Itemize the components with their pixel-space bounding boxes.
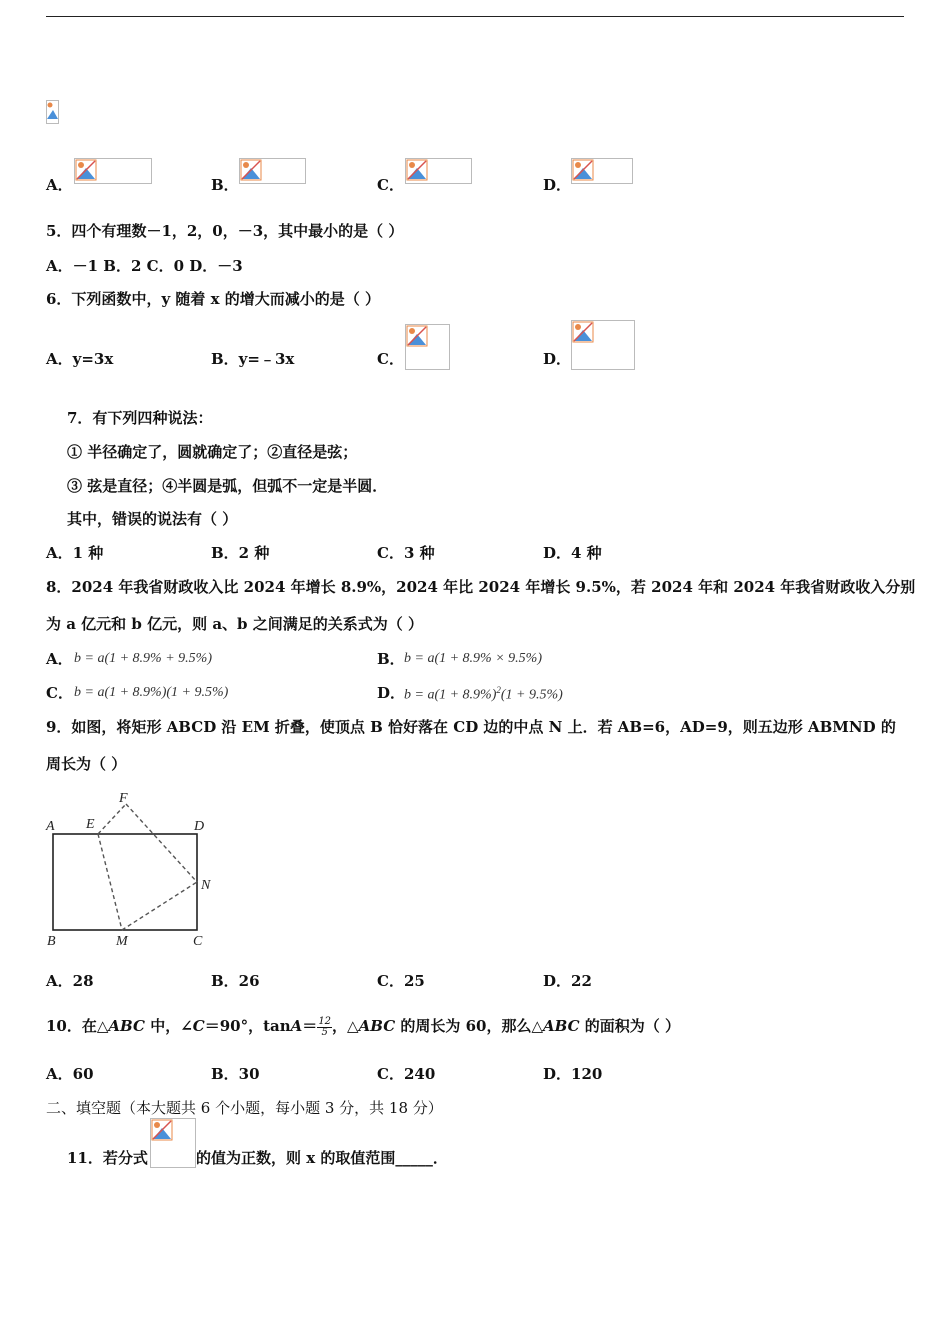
q8-option-d-rest: (1 + 9.5%) (500, 687, 563, 703)
q8-option-c-label: C． (46, 684, 73, 702)
q9-option-c: C．25 (377, 972, 425, 990)
q10-angle-a: A (290, 1017, 303, 1035)
q10-triangle-abc: ABC (108, 1017, 145, 1035)
q8-option-d-base: b = a(1 + 8.9%) (404, 687, 497, 703)
q6-option-d-label: D． (543, 350, 572, 368)
label-b: B (47, 934, 56, 949)
label-a: A (46, 819, 55, 834)
q10-text-2: 中，∠ (144, 1017, 193, 1035)
q4-option-b-label: B． (211, 176, 239, 194)
q6-option-c-label: C． (377, 350, 404, 368)
q7-option-b: B．2 种 (211, 544, 270, 562)
q10-text-5: ，△ (332, 1017, 359, 1035)
q11-fraction-image (150, 1118, 196, 1168)
header-rule (46, 16, 904, 17)
label-c: C (193, 934, 203, 949)
q4-option-c-label: C． (377, 176, 404, 194)
fold-line-ef (98, 804, 126, 834)
q10-text-6: 的周长为 60，那么△ (395, 1017, 543, 1035)
q11-stem-pre: 11．若分式 (67, 1149, 148, 1167)
q8-option-c-formula: b = a(1 + 8.9%)(1 + 9.5%) (74, 685, 229, 700)
q8-stem-line-1: 8．2024 年我省财政收入比 2024 年增长 8.9%，2024 年比 2024 年增长 9.5%，若 2024 年和 2024 年我省财政收入分别 (46, 578, 916, 596)
q8-stem-line-2: 为 a 亿元和 b 亿元，则 a、b 之间满足的关系式为（ ） (46, 615, 423, 633)
q6-option-c-image (405, 324, 450, 370)
q8-option-b-label: B． (377, 650, 405, 668)
q4-option-b-image (239, 158, 306, 184)
q10-fraction (317, 1017, 332, 1038)
q9-rectangle-figure (44, 790, 216, 950)
q9-option-d: D．22 (543, 972, 592, 990)
q10-option-a: A．60 (46, 1065, 94, 1083)
q10-option-b: B．30 (211, 1065, 260, 1083)
q10-triangle-abc-2: ABC (358, 1017, 396, 1035)
q4-option-a-image (74, 158, 152, 184)
q8-option-a-label: A． (46, 650, 73, 668)
rectangle-abcd (53, 834, 197, 930)
fold-line-em (98, 834, 122, 930)
section-heading-fill-in: 二、填空题（本大题共 6 个小题，每小题 3 分，共 18 分） (46, 1099, 443, 1117)
broken-image-icon (46, 100, 58, 122)
q10-text-4: ＝ (302, 1017, 318, 1035)
q7-option-c: C．3 种 (377, 544, 435, 562)
q10-fraction-denominator: 5 (321, 1026, 328, 1038)
q10-triangle-abc-3: ABC (543, 1017, 580, 1035)
q9-option-b: B．26 (211, 972, 260, 990)
q7-question: 其中，错误的说法有（ ） (67, 510, 238, 528)
q4-option-c-image (405, 158, 472, 184)
label-e: E (86, 817, 95, 832)
q10-text-1: 10．在△ (46, 1017, 109, 1035)
q10-option-c: C．240 (377, 1065, 436, 1083)
q10-stem (46, 1014, 680, 1038)
label-f: F (119, 791, 128, 806)
q8-option-a-formula: b = a(1 + 8.9% + 9.5%) (74, 651, 212, 666)
q8-option-d-exponent: 2 (496, 685, 501, 695)
q9-stem-line-1: 9．如图，将矩形 ABCD 沿 EM 折叠，使顶点 B 恰好落在 CD 边的中点 N 上．若 AB=6，AD=9，则五边形 ABMND 的 (46, 718, 896, 736)
q9-option-a: A．28 (46, 972, 94, 990)
q10-angle-c: C (192, 1017, 205, 1035)
q4-option-d-image (571, 158, 633, 184)
q5-stem: 5．四个有理数－1，2，0，－3，其中最小的是（ ） (46, 222, 404, 240)
label-m: M (116, 934, 128, 949)
q7-option-a: A．1 种 (46, 544, 104, 562)
q5-options: A．－1 B．2 C．0 D．－3 (46, 257, 243, 275)
q7-stem: 7．有下列四种说法： (67, 409, 213, 427)
q10-text-7: 的面积为（ ） (579, 1017, 680, 1035)
label-n: N (201, 878, 211, 893)
q8-option-d-label: D． (377, 684, 406, 702)
fold-line-mn (122, 882, 197, 930)
q10-fraction-numerator: 12 (318, 1015, 332, 1027)
q9-stem-line-2: 周长为（ ） (46, 755, 127, 773)
q6-option-d-image (571, 320, 635, 370)
q4-option-a-label: A． (46, 176, 73, 194)
q4-option-d-label: D． (543, 176, 572, 194)
q8-option-d-formula (404, 685, 563, 704)
q11-stem-post: 的值为正数，则 x 的取值范围_____． (196, 1149, 448, 1167)
q6-stem: 6．下列函数中，y 随着 x 的增大而减小的是（ ） (46, 290, 380, 308)
q6-option-b: B．y=﹣3x (211, 350, 295, 368)
q6-option-a: A．y=3x (46, 350, 114, 368)
q7-statement-1: ① 半径确定了，圆就确定了；②直径是弦； (67, 443, 358, 461)
label-d: D (194, 819, 205, 834)
q8-option-b-formula: b = a(1 + 8.9% × 9.5%) (404, 651, 542, 666)
q10-text-3: ＝90°，tan (204, 1017, 291, 1035)
q7-option-d: D．4 种 (543, 544, 602, 562)
q10-option-d: D．120 (543, 1065, 603, 1083)
fold-line-fn (126, 804, 197, 882)
q7-statement-2: ③ 弦是直径；④半圆是弧，但弧不一定是半圆． (67, 477, 388, 495)
